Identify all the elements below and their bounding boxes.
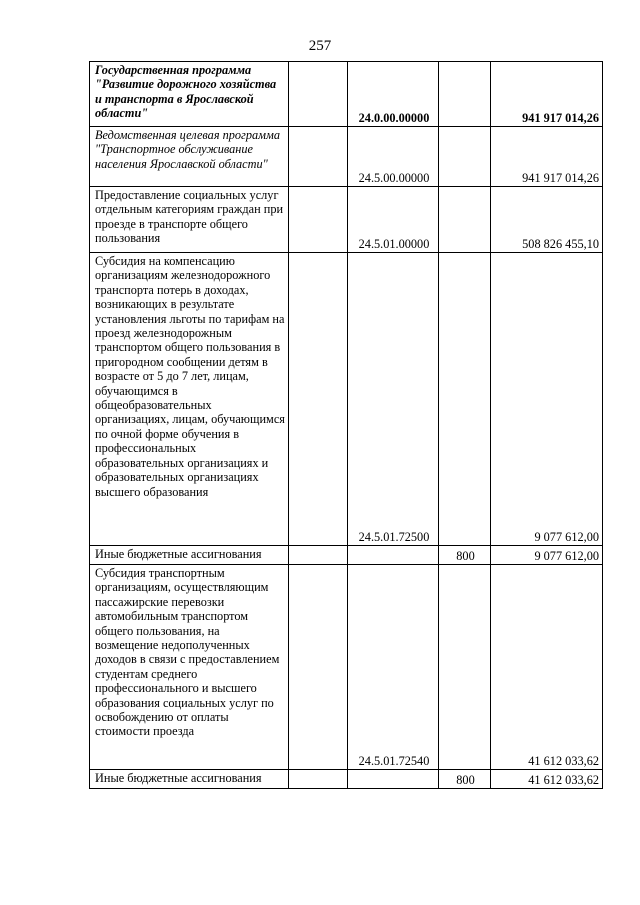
expense-type-cell	[439, 253, 491, 546]
row-name-cell: Субсидия на компенсацию организациям железнодорожного транспорта потерь в доходах, возникающих в результате установления льготы по тарифам на проезд железнодорожным транспортом общего пользования в пригородном сообщении детям в возрасте от 5 до 7 лет, лицам, обучающимся в общеобразовательных организациях, лицам, обучающимся по очной форме обучения в профессиональных образовательных организациях и образовательных организациях высшего образования	[90, 253, 289, 546]
amount-cell: 41 612 033,62	[491, 770, 603, 789]
table-row	[90, 253, 603, 546]
empty-cell	[289, 187, 348, 253]
row-name-cell: Иные бюджетные ассигнования	[90, 770, 289, 789]
row-name-cell: Субсидия транспортным организациям, осуществляющим пассажирские перевозки автомобильным транспортом общего пользования, на возмещение недополученных доходов в связи с предоставлением студентам среднего профессионального и высшего образования социальных услуг по освобождению от оплаты стоимости проезда	[90, 565, 289, 770]
page-number: 257	[308, 38, 332, 54]
table-row	[90, 770, 603, 789]
empty-cell	[289, 770, 348, 789]
table-row	[90, 565, 603, 770]
expense-type-cell: 800	[439, 770, 491, 789]
expense-type-cell	[439, 62, 491, 127]
expense-type-cell	[439, 187, 491, 253]
empty-cell	[289, 127, 348, 187]
expense-type-cell	[439, 127, 491, 187]
budget-table	[89, 61, 603, 789]
target-code-cell: 24.0.00.00000	[348, 62, 439, 127]
target-code-cell: 24.5.01.72540	[348, 565, 439, 770]
amount-cell: 9 077 612,00	[491, 253, 603, 546]
amount-cell: 941 917 014,26	[491, 62, 603, 127]
target-code-cell	[348, 546, 439, 565]
empty-cell	[289, 62, 348, 127]
target-code-cell: 24.5.00.00000	[348, 127, 439, 187]
table-row-subprogram	[90, 127, 603, 187]
row-name-cell: Государственная программа "Развитие дорожного хозяйства и транспорта в Ярославской области"	[90, 62, 289, 127]
target-code-cell: 24.5.01.00000	[348, 187, 439, 253]
empty-cell	[289, 565, 348, 770]
row-name-cell: Предоставление социальных услуг отдельным категориям граждан при проезде в транспорте общего пользования	[90, 187, 289, 253]
amount-cell: 9 077 612,00	[491, 546, 603, 565]
expense-type-cell: 800	[439, 546, 491, 565]
amount-cell: 508 826 455,10	[491, 187, 603, 253]
table-row	[90, 546, 603, 565]
target-code-cell: 24.5.01.72500	[348, 253, 439, 546]
row-name-cell: Ведомственная целевая программа "Транспортное обслуживание населения Ярославской области"	[90, 127, 289, 187]
row-name-cell: Иные бюджетные ассигнования	[90, 546, 289, 565]
table-row	[90, 187, 603, 253]
expense-type-cell	[439, 565, 491, 770]
empty-cell	[289, 253, 348, 546]
amount-cell: 941 917 014,26	[491, 127, 603, 187]
target-code-cell	[348, 770, 439, 789]
amount-cell: 41 612 033,62	[491, 565, 603, 770]
table-row-program	[90, 62, 603, 127]
empty-cell	[289, 546, 348, 565]
